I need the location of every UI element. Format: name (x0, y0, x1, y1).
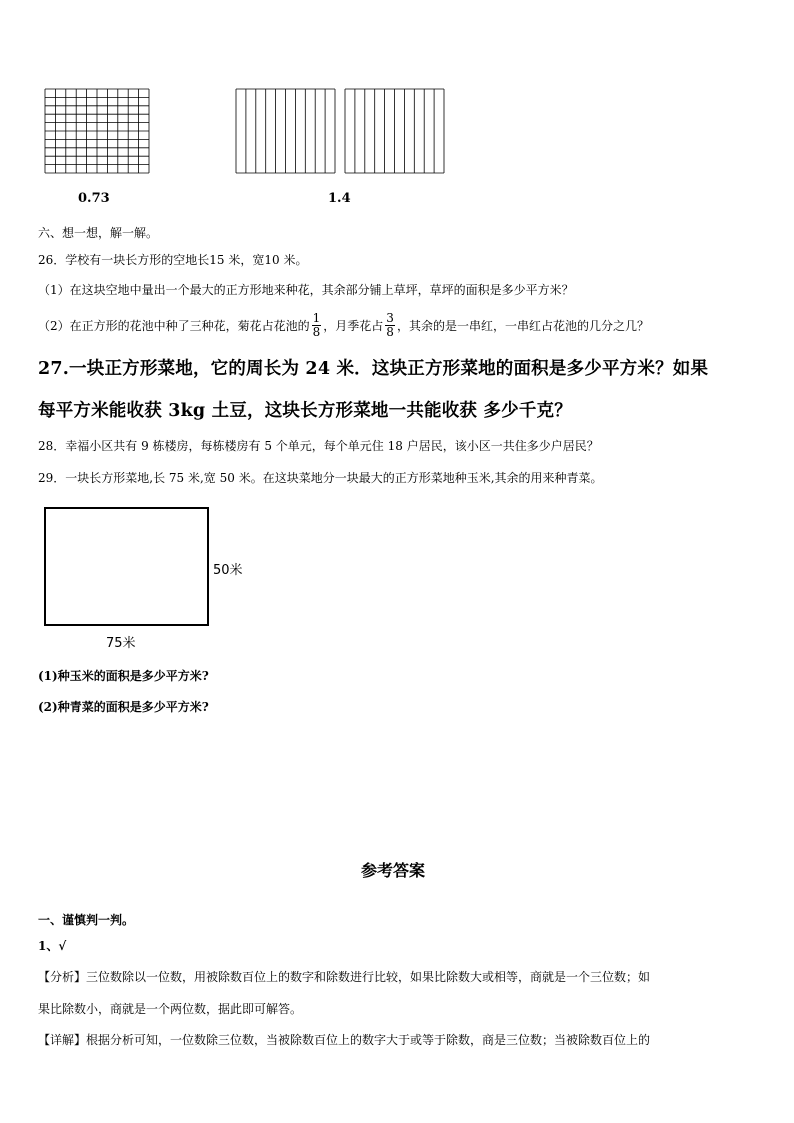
section-heading: 六、想一想，解一解。 (38, 226, 159, 240)
hundred-grid-figure (44, 88, 150, 174)
answers-section-heading: 一、谨慎判一判。 (38, 913, 135, 927)
rectangle-width-label: 50米 (213, 563, 243, 578)
question-28: 28．幸福小区共有 9 栋楼房，每栋楼房有 5 个单元，每个单元住 18 户居民，该小区一共住多少户居民？ (38, 439, 599, 453)
question-27-line-2: 每平方米能收获 3kg 土豆，这块长方形菜地一共能收获 多少千克？ (38, 401, 572, 421)
q26p2-text-b: ，月季花占 (323, 318, 384, 333)
q26p2-text-c: ，其余的是一串红，一串红占花池的几分之几？ (396, 318, 649, 333)
rectangle-plot-figure (44, 507, 209, 626)
analysis-line-2: 果比除数小，商就是一个两位数，据此即可解答。 (38, 1002, 303, 1016)
detail-line-1: 【详解】根据分析可知，一位数除三位数，当被除数百位上的数字大于或等于除数，商是三位数；当被除数百位上的 (38, 1033, 651, 1047)
strips-label: 1.4 (328, 191, 351, 206)
answer-item-1: 1、√ (38, 939, 67, 953)
fraction-denominator: 8 (386, 324, 394, 339)
fraction-numerator: 1 (312, 310, 321, 325)
question-29: 29．一块长方形菜地,长 75 米,宽 50 米。在这块菜地分一块最大的正方形菜地种玉米,其余的用来种青菜。 (38, 471, 603, 485)
question-26-part-1: （1）在这块空地中量出一个最大的正方形地来种花，其余部分铺上草坪，草坪的面积是多少平方米？ (38, 283, 574, 297)
answers-title: 参考答案 (361, 861, 426, 880)
strips-figure-right (344, 88, 445, 174)
fraction-three-eighths (385, 312, 395, 339)
q26p2-text-a: （2）在正方形的花池中种了三种花，菊花占花池的 (38, 318, 310, 333)
strips-figure-left (235, 88, 336, 174)
question-27-line-1: 27.一块正方形菜地，它的周长为 24 米．这块正方形菜地的面积是多少平方米？如果 (38, 359, 709, 379)
question-29-sub-2: (2)种青菜的面积是多少平方米? (38, 700, 209, 714)
fraction-one-eighth (312, 312, 322, 339)
question-26: 26．学校有一块长方形的空地长15 米，宽10 米。 (38, 253, 308, 267)
analysis-line-1: 【分析】三位数除以一位数，用被除数百位上的数字和除数进行比较，如果比除数大或相等，商就是一个三位数；如 (38, 970, 651, 984)
grid-label: 0.73 (78, 191, 110, 206)
question-29-sub-1: (1)种玉米的面积是多少平方米? (38, 669, 209, 683)
question-26-part-2 (38, 307, 649, 343)
fraction-denominator: 8 (312, 324, 321, 339)
fraction-numerator: 3 (386, 310, 394, 325)
rectangle-length-label: 75米 (106, 636, 136, 651)
